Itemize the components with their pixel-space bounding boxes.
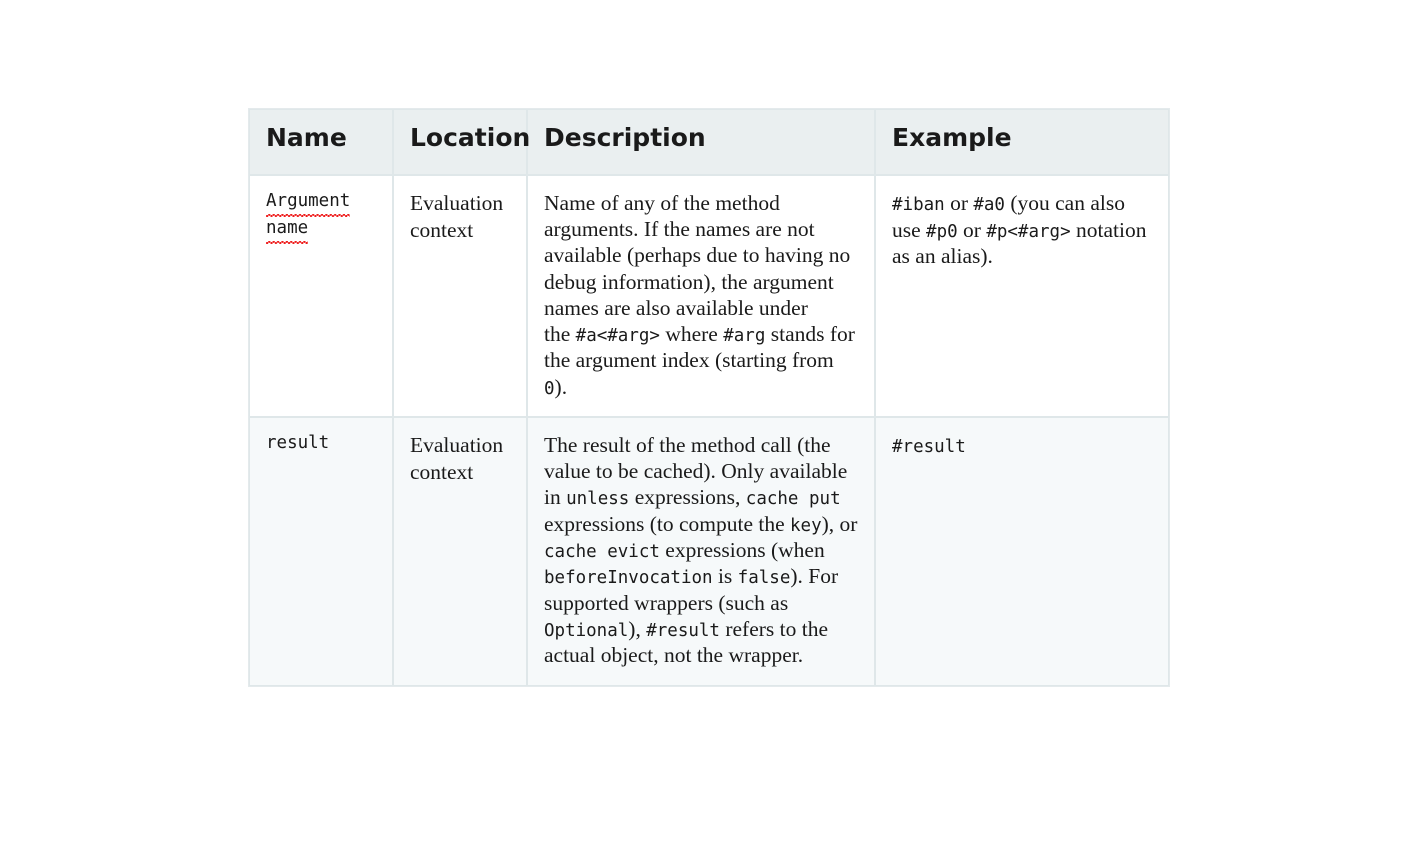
prose-text: The result of the method call (the value to be cached). Only available [544, 433, 848, 484]
prose-text: in [544, 485, 567, 510]
name-word-name: name [266, 217, 308, 244]
inline-code: beforeInvocation [544, 568, 713, 589]
table-row [249, 175, 1169, 417]
spel-reference-table [248, 108, 1170, 687]
cell-example [875, 175, 1169, 417]
prose-text: expressions (when [659, 538, 825, 563]
table-row [249, 417, 1169, 686]
prose-text: where [659, 322, 724, 347]
prose-text: expressions (to compute the [544, 511, 791, 536]
inline-code: #a0 [973, 195, 1005, 215]
prose-text: or [944, 191, 974, 215]
cell-description [527, 417, 875, 686]
prose-text: (you can also use [892, 191, 1125, 242]
table-container [248, 108, 1168, 687]
name-word-argument: Argument [266, 190, 350, 217]
prose-text: the [544, 322, 576, 347]
table-body [249, 175, 1169, 686]
prose-text: stands for the argument index (starting from [544, 322, 855, 373]
prose-text: ), [628, 617, 647, 642]
inline-code: Optional [544, 621, 629, 642]
prose-text: ), or [821, 511, 858, 536]
cell-name: result [249, 417, 393, 686]
inline-code: false [737, 568, 791, 589]
cell-location: Evaluation context [393, 417, 527, 686]
prose-text: ). [554, 374, 568, 399]
inline-code: #iban [892, 195, 945, 215]
cell-name [249, 175, 393, 417]
inline-code: unless [566, 489, 630, 510]
inline-code: #p<#arg> [986, 221, 1071, 242]
inline-code: key [790, 515, 822, 536]
table-header-row [249, 109, 1169, 175]
cell-description [527, 175, 875, 417]
table-header [249, 109, 1169, 175]
cell-location: Evaluation context [393, 175, 527, 417]
prose-text: expressions, [629, 485, 746, 510]
inline-code: cache put [745, 489, 841, 510]
inline-code: cache evict [544, 542, 660, 563]
column-header-example: Example [875, 109, 1169, 175]
prose-text: notation as an alias). [892, 217, 1147, 269]
prose-text: ). For supported wrappers (such as [544, 564, 839, 615]
prose-text: is [712, 564, 738, 589]
cell-example [875, 417, 1169, 686]
prose-text: Name of any of the method arguments. If the names are not available (perhaps due to having no debug information), the argument names are also available under [544, 191, 851, 320]
prose-text: refers to the actual object, not the wrapper. [544, 617, 829, 668]
inline-code: #p0 [926, 221, 958, 242]
inline-code: 0 [544, 378, 555, 399]
column-header-name: Name [249, 109, 393, 175]
inline-code: #a<#arg> [575, 326, 660, 347]
column-header-location: Location [393, 109, 527, 175]
column-header-description: Description [527, 109, 875, 175]
inline-code: #result [646, 621, 720, 642]
inline-code: #result [892, 437, 966, 457]
prose-text: or [957, 217, 987, 242]
inline-code: #arg [723, 326, 766, 347]
